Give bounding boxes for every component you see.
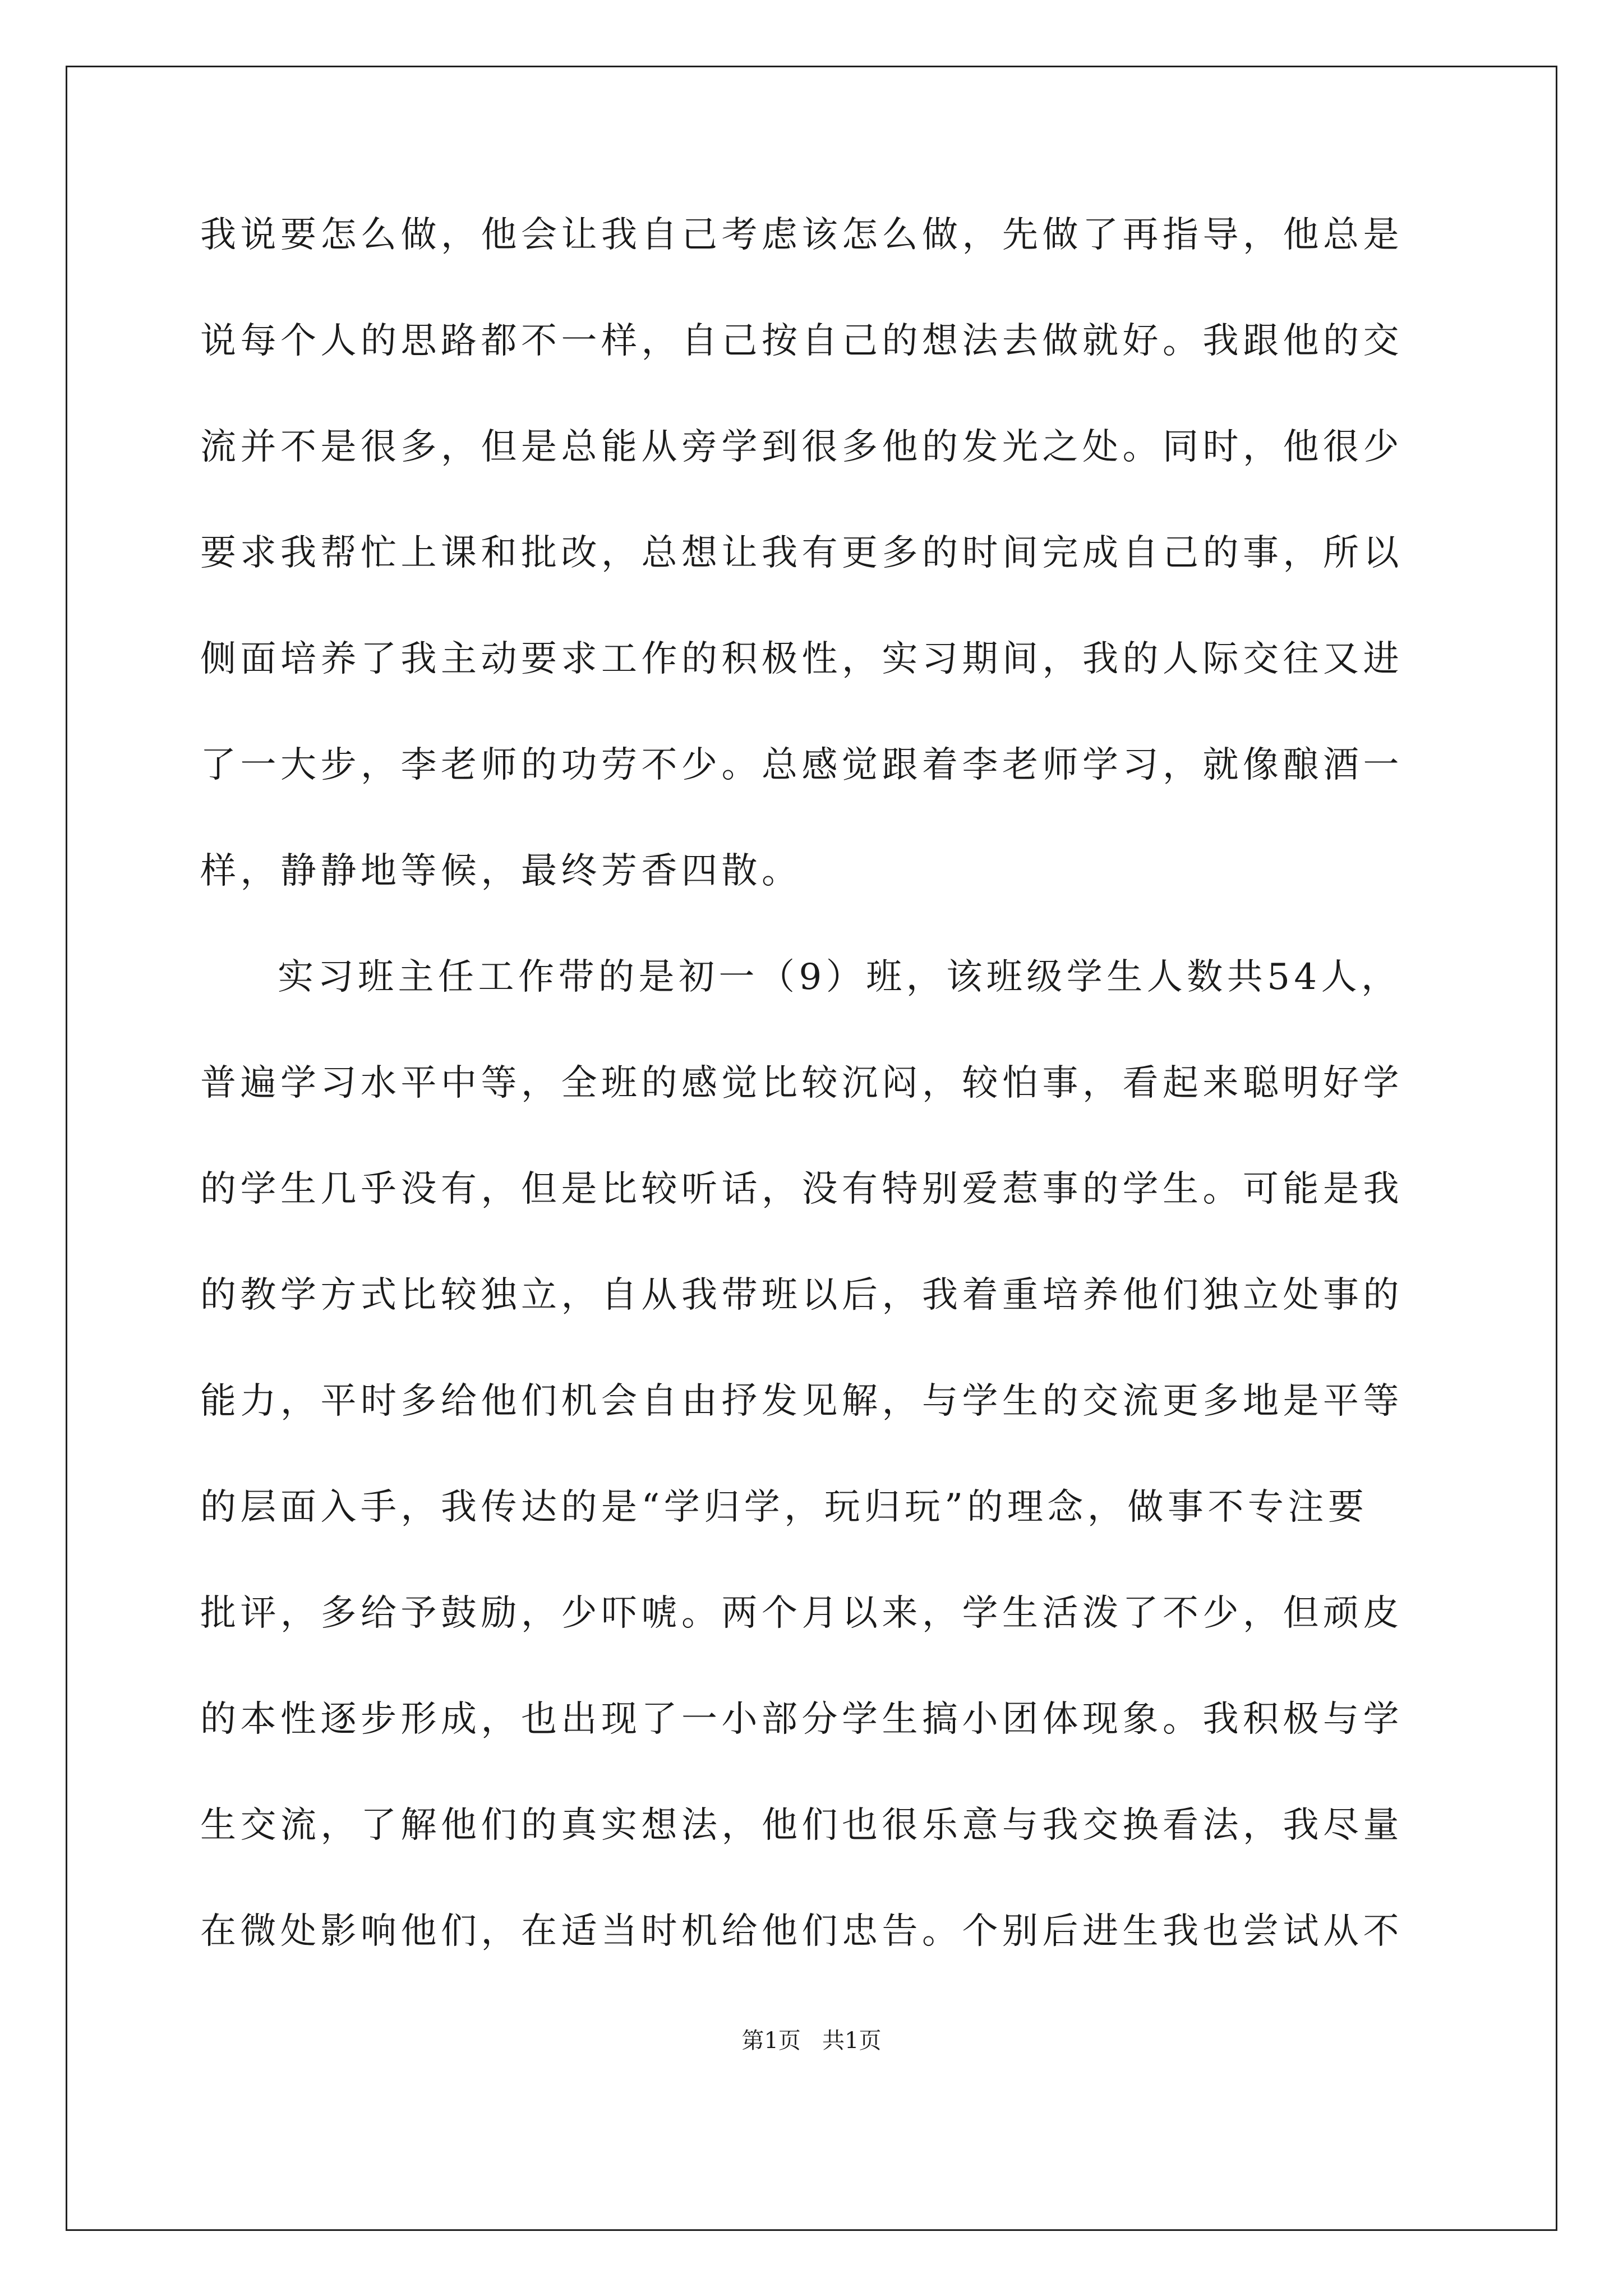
text-line: 普遍学习水平中等，全班的感觉比较沉闷，较怕事，看起来聪明好学 [200,1062,1403,1104]
page-number-footer: 第1页 共1页 [741,2028,882,2054]
text-line: 生交流，了解他们的真实想法，他们也很乐意与我交换看法，我尽量 [200,1805,1403,1846]
text-line: 样，静静地等候，最终芳香四散。 [200,850,802,892]
text-line: 批评，多给予鼓励，少吓唬。两个月以来，学生活泼了不少，但顽皮 [200,1593,1403,1634]
text-line: 的层面入手，我传达的是“学归学，玩归玩”的理念，做事不专注要 [200,1487,1368,1528]
text-line: 要求我帮忙上课和批改，总想让我有更多的时间完成自己的事，所以 [200,532,1403,574]
text-line: 的本性逐步形成，也出现了一小部分学生搞小团体现象。我积极与学 [200,1699,1403,1740]
text-line: 我说要怎么做，他会让我自己考虑该怎么做，先做了再指导，他总是 [200,214,1403,256]
paragraph-first-line: 实习班主任工作带的是初一（9）班，该班级学生人数共54人， [278,956,1401,998]
text-line: 的教学方式比较独立，自从我带班以后，我着重培养他们独立处事的 [200,1274,1403,1316]
text-line: 了一大步，李老师的功劳不少。总感觉跟着李老师学习，就像酿酒一 [200,744,1403,786]
text-line: 能力，平时多给他们机会自由抒发见解，与学生的交流更多地是平等 [200,1381,1403,1422]
text-line: 在微处影响他们，在适当时机给他们忠告。个别后进生我也尝试从不 [200,1911,1403,1952]
text-line: 流并不是很多，但是总能从旁学到很多他的发光之处。同时，他很少 [200,426,1403,468]
document-body [200,182,1434,1985]
text-line: 侧面培养了我主动要求工作的积极性，实习期间，我的人际交往又进 [200,638,1403,680]
text-line: 的学生几乎没有，但是比较听话，没有特别爱惹事的学生。可能是我 [200,1168,1403,1210]
text-line: 说每个人的思路都不一样，自己按自己的想法去做就好。我跟他的交 [200,320,1403,362]
